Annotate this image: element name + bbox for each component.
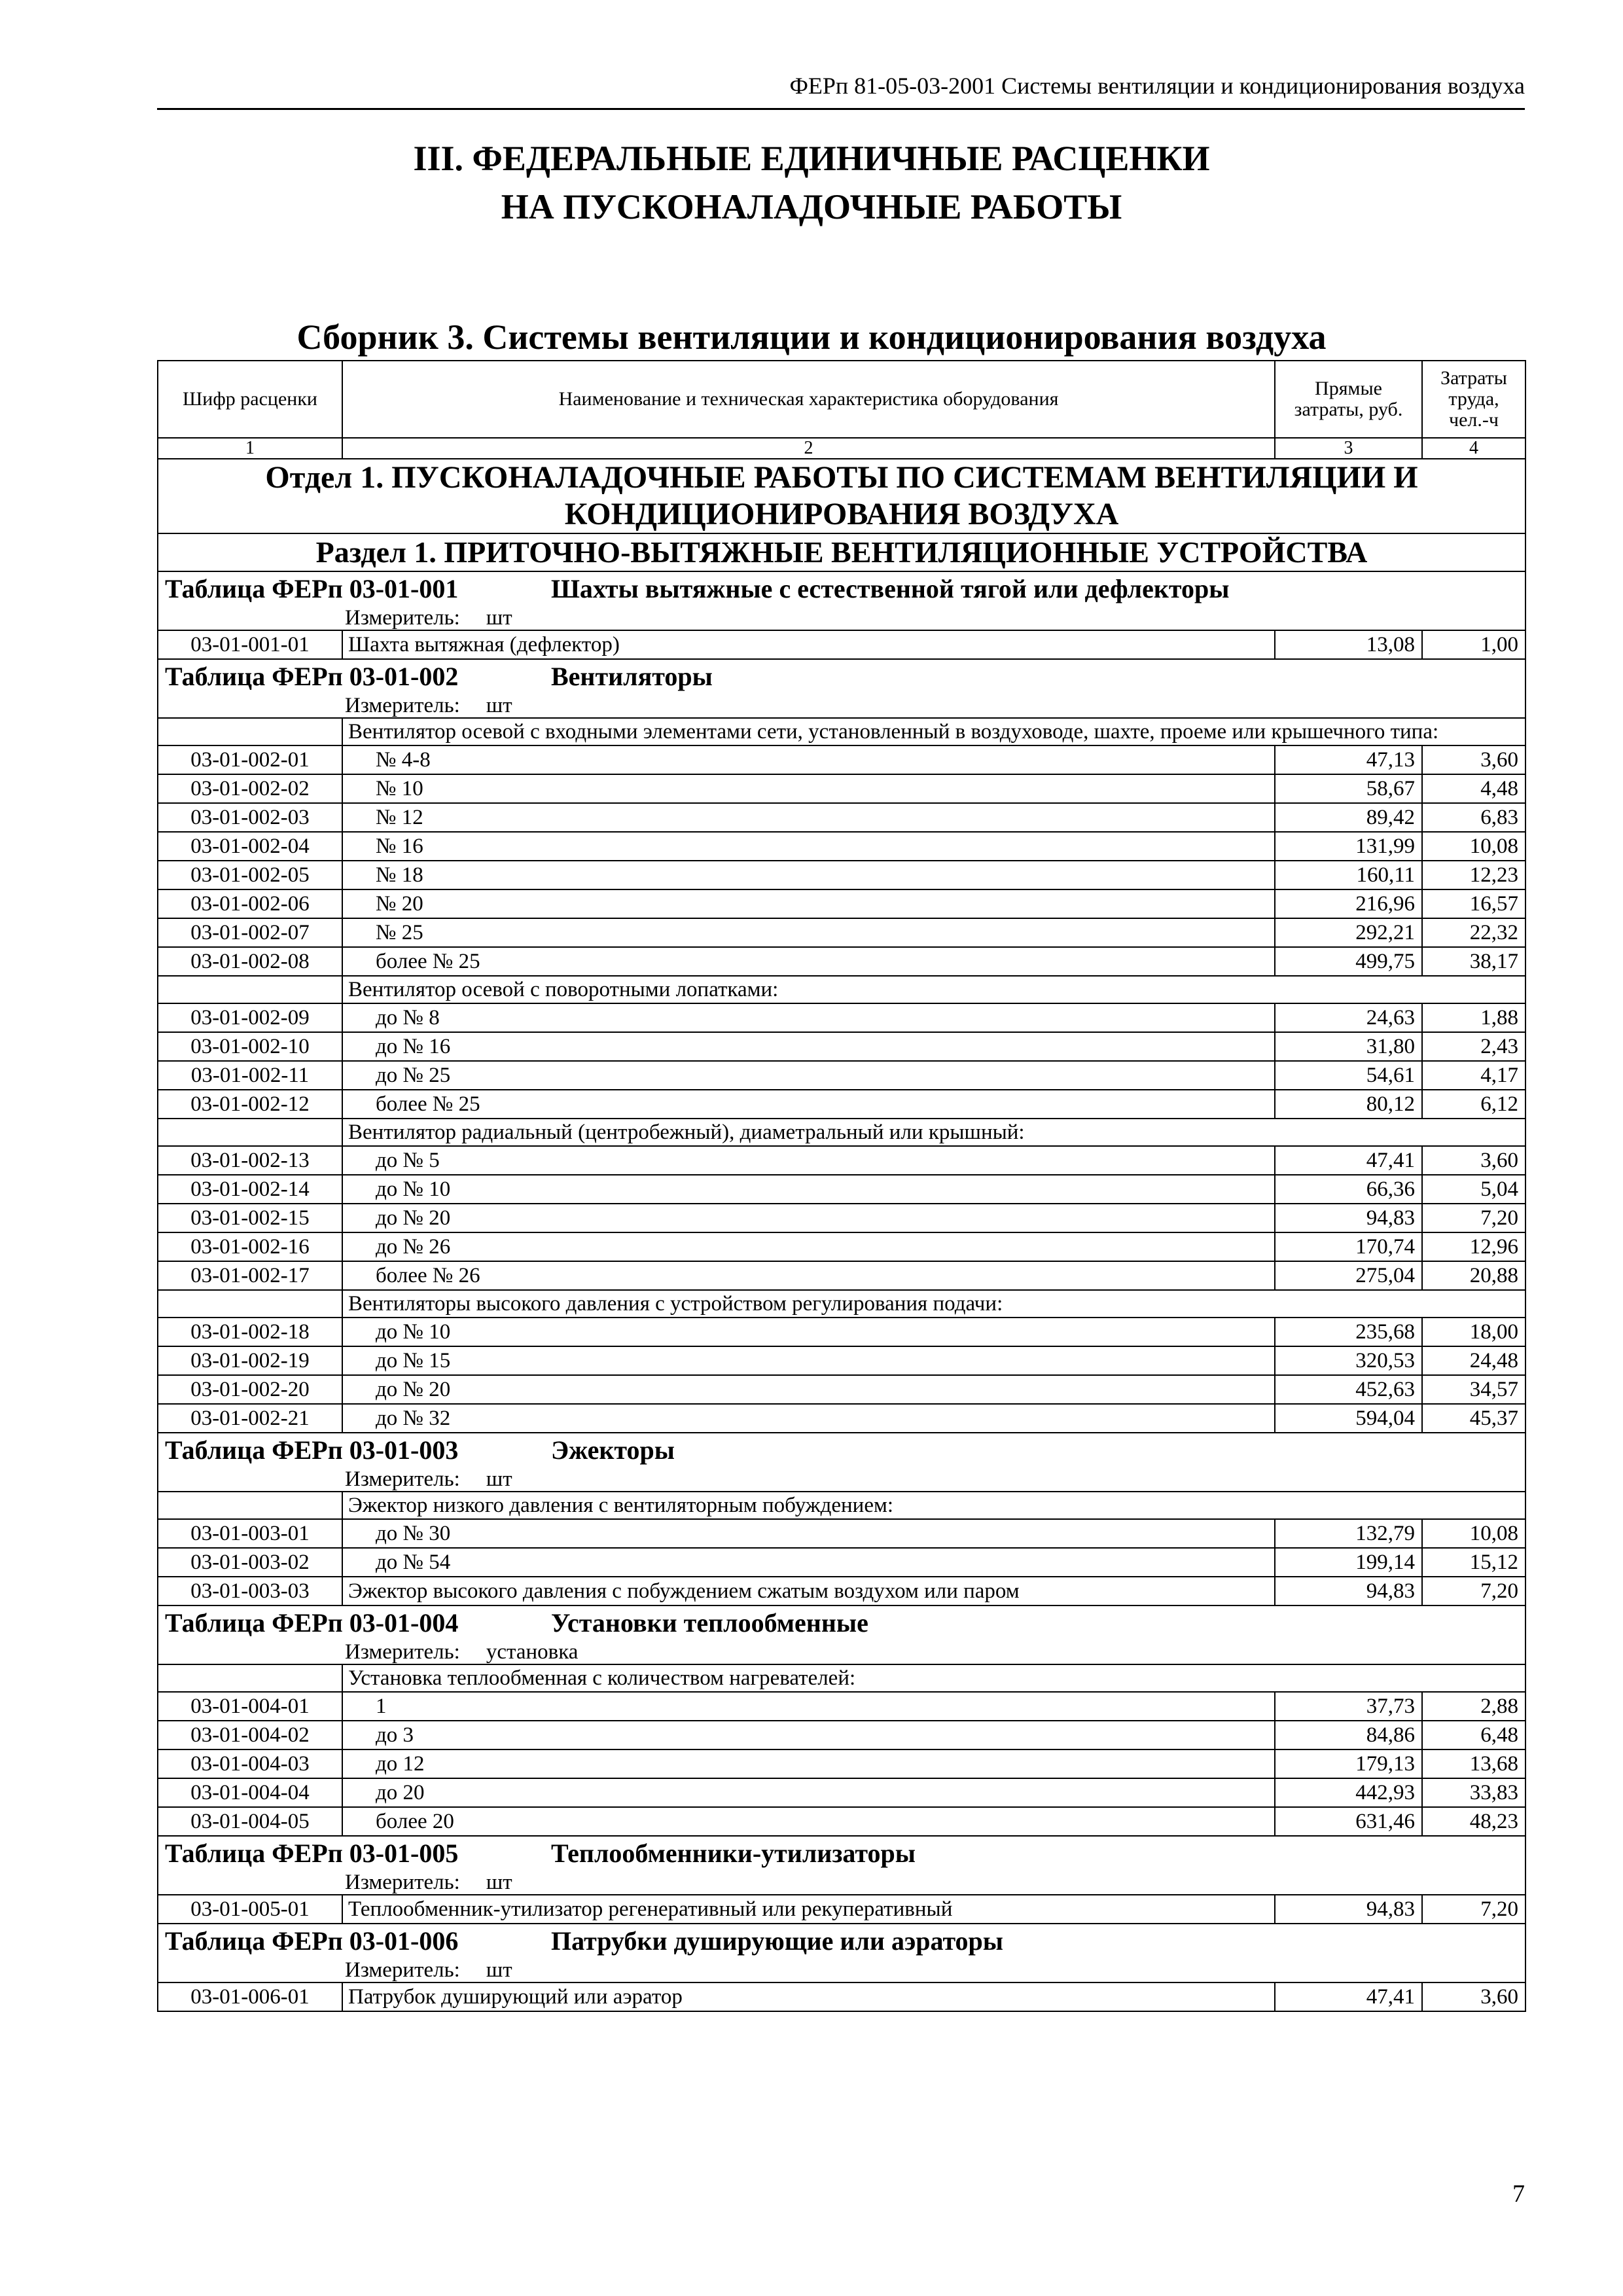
page-title (0, 134, 1623, 231)
measurer-cell (158, 606, 1525, 630)
group-heading: Вентиляторы высокого давления с устройством регулирования подачи: (342, 1290, 1525, 1318)
group-heading-spacer (158, 718, 342, 745)
rate-name: Шахта вытяжная (дефлектор) (342, 630, 1275, 659)
rate-code: 03-01-002-13 (158, 1146, 342, 1175)
table-row (158, 1318, 1525, 1346)
rate-name: до № 26 (342, 1232, 1275, 1261)
direct-costs: 58,67 (1275, 774, 1422, 803)
rate-code: 03-01-002-10 (158, 1032, 342, 1061)
table-title-row (158, 571, 1525, 606)
direct-costs: 132,79 (1275, 1519, 1422, 1548)
measurer-row (158, 1467, 1525, 1492)
direct-costs: 442,93 (1275, 1778, 1422, 1807)
rate-code: 03-01-002-01 (158, 745, 342, 774)
table-title: Патрубки душирующие или аэраторы (551, 1926, 1004, 1956)
group-heading-spacer (158, 1664, 342, 1692)
labor-costs: 38,17 (1422, 947, 1525, 976)
direct-costs: 37,73 (1275, 1692, 1422, 1721)
group-heading-row (158, 718, 1525, 745)
table-row (158, 745, 1525, 774)
rate-name: Теплообменник-утилизатор регенеративный или рекуперативный (342, 1895, 1275, 1924)
rate-name: до № 8 (342, 1003, 1275, 1032)
rate-name: до № 5 (342, 1146, 1275, 1175)
direct-costs: 24,63 (1275, 1003, 1422, 1032)
measurer-unit: шт (486, 606, 512, 630)
rate-name: до № 20 (342, 1204, 1275, 1232)
column-number-row (158, 438, 1525, 459)
running-header: ФЕРп 81-05-03-2001 Системы вентиляции и кондиционирования воздуха (789, 73, 1525, 99)
measurer-row (158, 1871, 1525, 1895)
header-rule (157, 108, 1525, 110)
rate-name: 1 (342, 1692, 1275, 1721)
labor-costs: 7,20 (1422, 1895, 1525, 1924)
labor-costs: 34,57 (1422, 1375, 1525, 1404)
rates-table (157, 360, 1526, 2012)
labor-costs: 4,17 (1422, 1061, 1525, 1090)
rate-name: № 25 (342, 918, 1275, 947)
rate-code: 03-01-002-03 (158, 803, 342, 832)
labor-costs: 10,08 (1422, 1519, 1525, 1548)
table-row (158, 1175, 1525, 1204)
group-heading: Вентилятор радиальный (центробежный), диаметральный или крышный: (342, 1119, 1525, 1146)
labor-costs: 13,68 (1422, 1749, 1525, 1778)
direct-costs: 94,83 (1275, 1204, 1422, 1232)
table-row (158, 1778, 1525, 1807)
table-row (158, 1982, 1525, 2011)
table-title: Эжекторы (551, 1435, 675, 1465)
direct-costs: 31,80 (1275, 1032, 1422, 1061)
table-title: Вентиляторы (551, 662, 713, 691)
table-title-row (158, 1433, 1525, 1467)
table-code: Таблица ФЕРп 03-01-002 (165, 662, 459, 691)
rate-name: Эжектор высокого давления с побуждением сжатым воздухом или паром (342, 1577, 1275, 1605)
group-heading-spacer (158, 1119, 342, 1146)
rate-code: 03-01-002-11 (158, 1061, 342, 1090)
measurer-unit: шт (486, 1958, 512, 1982)
column-number: 3 (1275, 438, 1422, 459)
direct-costs: 66,36 (1275, 1175, 1422, 1204)
group-heading-row (158, 976, 1525, 1003)
page-number: 7 (1512, 2180, 1525, 2208)
labor-costs: 24,48 (1422, 1346, 1525, 1375)
rate-code: 03-01-002-08 (158, 947, 342, 976)
table-row (158, 1404, 1525, 1433)
direct-costs: 54,61 (1275, 1061, 1422, 1090)
table-row (158, 1749, 1525, 1778)
direct-costs: 89,42 (1275, 803, 1422, 832)
direct-costs: 131,99 (1275, 832, 1422, 861)
measurer-label: Измеритель: (345, 1871, 460, 1894)
rate-code: 03-01-001-01 (158, 630, 342, 659)
labor-costs: 33,83 (1422, 1778, 1525, 1807)
measurer-unit: шт (486, 1871, 512, 1894)
table-row (158, 1204, 1525, 1232)
table-title: Шахты вытяжные с естественной тягой или дефлекторы (551, 574, 1230, 603)
table-row (158, 1232, 1525, 1261)
rate-code: 03-01-004-05 (158, 1807, 342, 1836)
direct-costs: 631,46 (1275, 1807, 1422, 1836)
title-line-1: III. ФЕДЕРАЛЬНЫЕ ЕДИНИЧНЫЕ РАСЦЕНКИ (413, 139, 1210, 178)
labor-costs: 7,20 (1422, 1577, 1525, 1605)
rate-code: 03-01-002-21 (158, 1404, 342, 1433)
table-code: Таблица ФЕРп 03-01-001 (165, 574, 459, 603)
labor-costs: 22,32 (1422, 918, 1525, 947)
rate-code: 03-01-002-16 (158, 1232, 342, 1261)
measurer-label: Измеритель: (345, 1467, 460, 1491)
rate-code: 03-01-002-09 (158, 1003, 342, 1032)
measurer-unit: установка (486, 1640, 579, 1664)
measurer-cell (158, 1871, 1525, 1895)
measurer-label: Измеритель: (345, 1640, 460, 1664)
rate-code: 03-01-002-17 (158, 1261, 342, 1290)
direct-costs: 94,83 (1275, 1895, 1422, 1924)
rate-name: до № 20 (342, 1375, 1275, 1404)
rate-name: № 10 (342, 774, 1275, 803)
rate-name: до № 10 (342, 1318, 1275, 1346)
table-row (158, 1577, 1525, 1605)
labor-costs: 12,23 (1422, 861, 1525, 889)
table-row (158, 1375, 1525, 1404)
labor-costs: 7,20 (1422, 1204, 1525, 1232)
labor-costs: 5,04 (1422, 1175, 1525, 1204)
header-code: Шифр расценки (158, 361, 342, 438)
table-title-row (158, 1924, 1525, 1958)
group-heading-row (158, 1492, 1525, 1519)
direct-costs: 80,12 (1275, 1090, 1422, 1119)
table-row (158, 1090, 1525, 1119)
rate-code: 03-01-004-01 (158, 1692, 342, 1721)
direct-costs: 199,14 (1275, 1548, 1422, 1577)
labor-costs: 3,60 (1422, 1146, 1525, 1175)
measurer-row (158, 606, 1525, 630)
rate-code: 03-01-002-18 (158, 1318, 342, 1346)
group-heading-spacer (158, 1290, 342, 1318)
otdel-title: Отдел 1. ПУСКОНАЛАДОЧНЫЕ РАБОТЫ ПО СИСТЕМАМ ВЕНТИЛЯЦИИ И КОНДИЦИОНИРОВАНИЯ ВОЗДУХА (158, 459, 1525, 533)
table-title-row (158, 659, 1525, 694)
rate-code: 03-01-003-01 (158, 1519, 342, 1548)
rate-name: № 4-8 (342, 745, 1275, 774)
rate-name: до № 15 (342, 1346, 1275, 1375)
table-title-row (158, 1605, 1525, 1640)
rate-code: 03-01-002-06 (158, 889, 342, 918)
table-row (158, 1519, 1525, 1548)
rate-name: более № 25 (342, 947, 1275, 976)
table-title-cell (158, 1605, 1525, 1640)
razdel-row (158, 533, 1525, 571)
labor-costs: 45,37 (1422, 1404, 1525, 1433)
table-code: Таблица ФЕРп 03-01-005 (165, 1839, 459, 1868)
rate-code: 03-01-006-01 (158, 1982, 342, 2011)
table-row (158, 1261, 1525, 1290)
table-title: Установки теплообменные (551, 1608, 868, 1638)
column-number: 4 (1422, 438, 1525, 459)
column-number: 2 (342, 438, 1275, 459)
rate-code: 03-01-002-20 (158, 1375, 342, 1404)
measurer-row (158, 694, 1525, 718)
measurer-unit: шт (486, 694, 512, 717)
group-heading: Вентилятор осевой с поворотными лопатками: (342, 976, 1525, 1003)
rate-name: более 20 (342, 1807, 1275, 1836)
direct-costs: 170,74 (1275, 1232, 1422, 1261)
table-row (158, 947, 1525, 976)
measurer-cell (158, 1467, 1525, 1492)
labor-costs: 2,43 (1422, 1032, 1525, 1061)
table-row (158, 1146, 1525, 1175)
rate-code: 03-01-002-02 (158, 774, 342, 803)
direct-costs: 275,04 (1275, 1261, 1422, 1290)
group-heading: Установка теплообменная с количеством нагревателей: (342, 1664, 1525, 1692)
table-title-cell (158, 571, 1525, 606)
rate-name: до № 10 (342, 1175, 1275, 1204)
rate-name: до 20 (342, 1778, 1275, 1807)
measurer-cell (158, 1640, 1525, 1664)
labor-costs: 16,57 (1422, 889, 1525, 918)
rate-code: 03-01-002-04 (158, 832, 342, 861)
direct-costs: 47,41 (1275, 1982, 1422, 2011)
table-row (158, 1003, 1525, 1032)
rate-name: № 18 (342, 861, 1275, 889)
labor-costs: 12,96 (1422, 1232, 1525, 1261)
table-title-cell (158, 1924, 1525, 1958)
rate-name: до № 30 (342, 1519, 1275, 1548)
table-code: Таблица ФЕРп 03-01-006 (165, 1926, 459, 1956)
header-labor-costs: Затраты труда, чел.-ч (1422, 361, 1525, 438)
column-number: 1 (158, 438, 342, 459)
table-title: Теплообменники-утилизаторы (551, 1839, 916, 1868)
table-row (158, 1692, 1525, 1721)
rate-name: более № 25 (342, 1090, 1275, 1119)
rate-name: до № 25 (342, 1061, 1275, 1090)
labor-costs: 6,83 (1422, 803, 1525, 832)
table-row (158, 889, 1525, 918)
direct-costs: 320,53 (1275, 1346, 1422, 1375)
otdel-row (158, 459, 1525, 533)
rate-name: до № 54 (342, 1548, 1275, 1577)
table-row (158, 1721, 1525, 1749)
table-row (158, 1548, 1525, 1577)
table-row (158, 1807, 1525, 1836)
table-row (158, 1895, 1525, 1924)
table-row (158, 832, 1525, 861)
labor-costs: 3,60 (1422, 1982, 1525, 2011)
group-heading-row (158, 1119, 1525, 1146)
labor-costs: 4,48 (1422, 774, 1525, 803)
direct-costs: 84,86 (1275, 1721, 1422, 1749)
rate-name: до № 16 (342, 1032, 1275, 1061)
header-row (158, 361, 1525, 438)
rate-name: до 3 (342, 1721, 1275, 1749)
measurer-unit: шт (486, 1467, 512, 1491)
table-title-cell (158, 1433, 1525, 1467)
table-code: Таблица ФЕРп 03-01-004 (165, 1608, 459, 1638)
header-name: Наименование и техническая характеристика оборудования (342, 361, 1275, 438)
table-row (158, 918, 1525, 947)
direct-costs: 13,08 (1275, 630, 1422, 659)
rate-name: № 20 (342, 889, 1275, 918)
rate-name: Патрубок душирующий или аэратор (342, 1982, 1275, 2011)
table-code: Таблица ФЕРп 03-01-003 (165, 1435, 459, 1465)
rate-code: 03-01-004-02 (158, 1721, 342, 1749)
rate-code: 03-01-002-14 (158, 1175, 342, 1204)
direct-costs: 94,83 (1275, 1577, 1422, 1605)
measurer-row (158, 1958, 1525, 1982)
measurer-label: Измеритель: (345, 694, 460, 717)
measurer-cell (158, 1958, 1525, 1982)
labor-costs: 1,88 (1422, 1003, 1525, 1032)
table-row (158, 1346, 1525, 1375)
group-heading: Эжектор низкого давления с вентиляторным побуждением: (342, 1492, 1525, 1519)
rate-code: 03-01-002-05 (158, 861, 342, 889)
direct-costs: 47,41 (1275, 1146, 1422, 1175)
group-heading-row (158, 1664, 1525, 1692)
rate-code: 03-01-004-03 (158, 1749, 342, 1778)
measurer-row (158, 1640, 1525, 1664)
rate-name: № 16 (342, 832, 1275, 861)
header-direct-costs: Прямые затраты, руб. (1275, 361, 1422, 438)
rate-code: 03-01-002-07 (158, 918, 342, 947)
labor-costs: 15,12 (1422, 1548, 1525, 1577)
labor-costs: 6,12 (1422, 1090, 1525, 1119)
direct-costs: 160,11 (1275, 861, 1422, 889)
group-heading-row (158, 1290, 1525, 1318)
measurer-cell (158, 694, 1525, 718)
rate-code: 03-01-002-12 (158, 1090, 342, 1119)
labor-costs: 18,00 (1422, 1318, 1525, 1346)
table-row (158, 1032, 1525, 1061)
table-title-cell (158, 659, 1525, 694)
direct-costs: 216,96 (1275, 889, 1422, 918)
direct-costs: 594,04 (1275, 1404, 1422, 1433)
labor-costs: 20,88 (1422, 1261, 1525, 1290)
table-row (158, 774, 1525, 803)
labor-costs: 2,88 (1422, 1692, 1525, 1721)
labor-costs: 6,48 (1422, 1721, 1525, 1749)
measurer-label: Измеритель: (345, 606, 460, 630)
rate-code: 03-01-003-02 (158, 1548, 342, 1577)
collection-title: Сборник 3. Системы вентиляции и кондиционирования воздуха (296, 317, 1327, 357)
table-row (158, 803, 1525, 832)
labor-costs: 48,23 (1422, 1807, 1525, 1836)
rate-code: 03-01-005-01 (158, 1895, 342, 1924)
direct-costs: 179,13 (1275, 1749, 1422, 1778)
labor-costs: 3,60 (1422, 745, 1525, 774)
rate-name: № 12 (342, 803, 1275, 832)
rate-code: 03-01-003-03 (158, 1577, 342, 1605)
table-row (158, 630, 1525, 659)
table-title-cell (158, 1836, 1525, 1871)
labor-costs: 1,00 (1422, 630, 1525, 659)
measurer-label: Измеритель: (345, 1958, 460, 1982)
group-heading-spacer (158, 1492, 342, 1519)
direct-costs: 499,75 (1275, 947, 1422, 976)
rate-code: 03-01-002-19 (158, 1346, 342, 1375)
direct-costs: 47,13 (1275, 745, 1422, 774)
direct-costs: 452,63 (1275, 1375, 1422, 1404)
direct-costs: 292,21 (1275, 918, 1422, 947)
razdel-title: Раздел 1. ПРИТОЧНО-ВЫТЯЖНЫЕ ВЕНТИЛЯЦИОННЫЕ УСТРОЙСТВА (158, 533, 1525, 571)
rate-name: до № 32 (342, 1404, 1275, 1433)
table-title-row (158, 1836, 1525, 1871)
title-line-2: НА ПУСКОНАЛАДОЧНЫЕ РАБОТЫ (501, 187, 1122, 226)
group-heading: Вентилятор осевой с входными элементами сети, установленный в воздуховоде, шахте, проеме или крышечного типа: (342, 718, 1525, 745)
rate-name: до 12 (342, 1749, 1275, 1778)
rate-name: более № 26 (342, 1261, 1275, 1290)
labor-costs: 10,08 (1422, 832, 1525, 861)
table-row (158, 1061, 1525, 1090)
group-heading-spacer (158, 976, 342, 1003)
rate-code: 03-01-002-15 (158, 1204, 342, 1232)
rate-code: 03-01-004-04 (158, 1778, 342, 1807)
direct-costs: 235,68 (1275, 1318, 1422, 1346)
table-row (158, 861, 1525, 889)
